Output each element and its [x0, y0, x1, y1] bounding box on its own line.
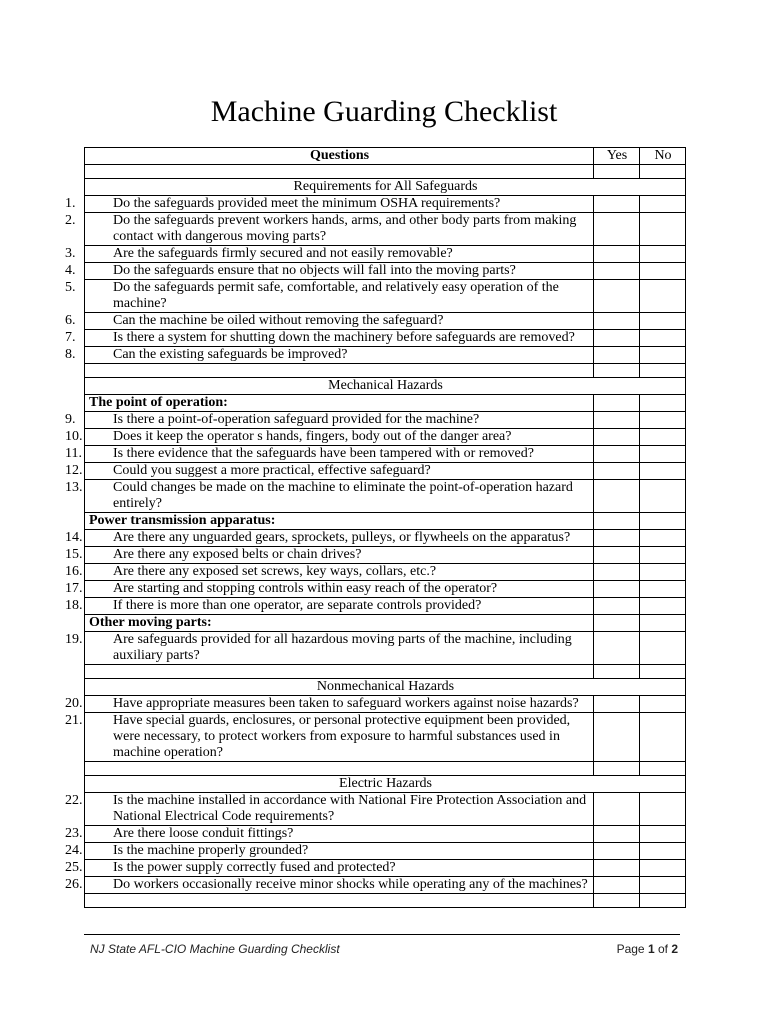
spacer-cell: [640, 762, 686, 776]
subheading-row: [85, 615, 686, 632]
yes-checkbox-cell[interactable]: [594, 196, 640, 213]
question-number: 19.: [65, 632, 83, 647]
checklist-table: [65, 147, 686, 908]
question-number: 3.: [65, 246, 76, 261]
no-checkbox-cell[interactable]: [640, 793, 686, 826]
column-header-no: No: [640, 148, 686, 165]
question-row: [85, 213, 686, 246]
page-total: 2: [671, 942, 678, 956]
question-cell: [65, 246, 594, 263]
question-wrap: [65, 429, 590, 445]
question-row: [85, 826, 686, 843]
question-cell: [65, 843, 594, 860]
question-number: 25.: [65, 860, 83, 875]
section-heading-row: [85, 179, 686, 196]
no-checkbox-cell[interactable]: [640, 713, 686, 762]
question-wrap: [65, 480, 590, 512]
no-checkbox-cell[interactable]: [640, 463, 686, 480]
yes-checkbox-cell[interactable]: [594, 480, 640, 513]
footer-divider: [84, 934, 680, 935]
section-heading-row: [85, 378, 686, 395]
question-row: [85, 713, 686, 762]
question-text: Do the safeguards prevent workers hands, arms, and other body parts from making contact with dangerous moving parts?: [113, 213, 577, 244]
yes-checkbox-cell[interactable]: [594, 347, 640, 364]
subheading: Other moving parts:: [85, 615, 594, 632]
question-wrap: [65, 530, 590, 546]
question-wrap: [65, 632, 590, 664]
question-row: [85, 463, 686, 480]
spacer-cell: [594, 894, 640, 908]
section-heading: Electric Hazards: [85, 776, 686, 793]
question-row: [85, 860, 686, 877]
question-wrap: [65, 598, 590, 614]
question-wrap: [65, 713, 590, 761]
question-wrap: [65, 263, 590, 279]
yes-checkbox-cell[interactable]: [594, 446, 640, 463]
spacer-cell: [85, 364, 594, 378]
yes-checkbox-cell[interactable]: [594, 330, 640, 347]
no-checkbox-cell[interactable]: [640, 347, 686, 364]
question-cell: [65, 547, 594, 564]
no-checkbox-cell[interactable]: [640, 598, 686, 615]
footer-page-number: [617, 942, 678, 956]
question-cell: [65, 826, 594, 843]
spacer-row: [85, 364, 686, 378]
question-wrap: [65, 547, 590, 563]
question-wrap: [65, 330, 590, 346]
question-wrap: [65, 412, 590, 428]
yes-cell[interactable]: [594, 395, 640, 412]
question-number: 18.: [65, 598, 83, 613]
question-row: [85, 313, 686, 330]
yes-checkbox-cell[interactable]: [594, 547, 640, 564]
question-cell: [65, 598, 594, 615]
no-checkbox-cell[interactable]: [640, 196, 686, 213]
question-row: [85, 347, 686, 364]
question-cell: [65, 429, 594, 446]
no-checkbox-cell[interactable]: [640, 696, 686, 713]
yes-checkbox-cell[interactable]: [594, 564, 640, 581]
no-checkbox-cell[interactable]: [640, 860, 686, 877]
question-text: Is the power supply correctly fused and protected?: [113, 860, 396, 875]
page-of-label: of: [654, 942, 672, 956]
question-cell: [65, 713, 594, 762]
question-row: [85, 412, 686, 429]
question-text: Is there evidence that the safeguards have been tampered with or removed?: [113, 446, 534, 461]
document-title: Machine Guarding Checklist: [210, 95, 558, 128]
yes-cell[interactable]: [594, 513, 640, 530]
question-row: [85, 330, 686, 347]
question-row: [85, 843, 686, 860]
question-text: Have special guards, enclosures, or personal protective equipment been provided, were necessary, to protect workers from exposure to harmful substances used in machine operation?: [113, 713, 571, 760]
question-text: Have appropriate measures been taken to safeguard workers against noise hazards?: [113, 696, 579, 711]
question-number: 4.: [65, 263, 76, 278]
spacer-cell: [640, 665, 686, 679]
question-wrap: [65, 696, 590, 712]
question-wrap: [65, 446, 590, 462]
footer-document-name: NJ State AFL-CIO Machine Guarding Checklist: [90, 942, 340, 956]
question-cell: [65, 632, 594, 665]
question-wrap: [65, 196, 590, 212]
question-text: Are there any unguarded gears, sprockets, pulleys, or flywheels on the apparatus?: [113, 530, 571, 545]
question-text: Are there any exposed belts or chain drives?: [113, 547, 362, 562]
question-row: [85, 196, 686, 213]
question-number: 13.: [65, 480, 83, 495]
question-cell: [65, 347, 594, 364]
no-checkbox-cell[interactable]: [640, 877, 686, 894]
yes-checkbox-cell[interactable]: [594, 313, 640, 330]
question-number: 5.: [65, 280, 76, 295]
no-checkbox-cell[interactable]: [640, 280, 686, 313]
subheading-row: [85, 395, 686, 412]
question-cell: [65, 446, 594, 463]
section-heading-row: [85, 679, 686, 696]
question-text: If there is more than one operator, are separate controls provided?: [113, 598, 482, 613]
yes-checkbox-cell[interactable]: [594, 263, 640, 280]
no-checkbox-cell[interactable]: [640, 826, 686, 843]
yes-checkbox-cell[interactable]: [594, 696, 640, 713]
spacer-cell: [594, 165, 640, 179]
question-row: [85, 246, 686, 263]
no-checkbox-cell[interactable]: [640, 263, 686, 280]
question-wrap: [65, 313, 590, 329]
yes-checkbox-cell[interactable]: [594, 581, 640, 598]
question-number: 7.: [65, 330, 76, 345]
question-text: Are starting and stopping controls within easy reach of the operator?: [113, 581, 498, 596]
question-text: Is there a system for shutting down the machinery before safeguards are removed?: [113, 330, 575, 345]
question-wrap: [65, 843, 590, 859]
question-number: 11.: [65, 446, 82, 461]
yes-checkbox-cell[interactable]: [594, 429, 640, 446]
spacer-cell: [594, 364, 640, 378]
no-checkbox-cell[interactable]: [640, 530, 686, 547]
yes-checkbox-cell[interactable]: [594, 463, 640, 480]
question-cell: [65, 280, 594, 313]
question-cell: [65, 877, 594, 894]
question-row: [85, 429, 686, 446]
question-text: Could you suggest a more practical, effective safeguard?: [113, 463, 431, 478]
spacer-cell: [640, 894, 686, 908]
question-text: Is there a point-of-operation safeguard provided for the machine?: [113, 412, 480, 427]
question-wrap: [65, 793, 590, 825]
section-heading: Nonmechanical Hazards: [85, 679, 686, 696]
yes-checkbox-cell[interactable]: [594, 793, 640, 826]
yes-checkbox-cell[interactable]: [594, 530, 640, 547]
question-number: 24.: [65, 843, 83, 858]
subheading: Power transmission apparatus:: [85, 513, 594, 530]
table-header-row: [85, 148, 686, 165]
question-wrap: [65, 564, 590, 580]
question-text: Do workers occasionally receive minor shocks while operating any of the machines?: [113, 877, 588, 892]
question-wrap: [65, 463, 590, 479]
question-cell: [65, 313, 594, 330]
question-cell: [65, 564, 594, 581]
no-cell[interactable]: [640, 513, 686, 530]
question-text: Are safeguards provided for all hazardous moving parts of the machine, including auxiliary parts?: [113, 632, 572, 663]
section-heading-row: [85, 776, 686, 793]
yes-checkbox-cell[interactable]: [594, 632, 640, 665]
no-checkbox-cell[interactable]: [640, 213, 686, 246]
question-number: 1.: [65, 196, 76, 211]
spacer-cell: [594, 665, 640, 679]
question-text: Do the safeguards ensure that no objects will fall into the moving parts?: [113, 263, 516, 278]
question-text: Are the safeguards firmly secured and not easily removable?: [113, 246, 453, 261]
question-number: 22.: [65, 793, 83, 808]
yes-checkbox-cell[interactable]: [594, 412, 640, 429]
question-row: [85, 696, 686, 713]
no-checkbox-cell[interactable]: [640, 480, 686, 513]
no-checkbox-cell[interactable]: [640, 632, 686, 665]
question-number: 21.: [65, 713, 83, 728]
question-cell: [65, 412, 594, 429]
yes-checkbox-cell[interactable]: [594, 713, 640, 762]
subheading-row: [85, 513, 686, 530]
yes-checkbox-cell[interactable]: [594, 213, 640, 246]
question-row: [85, 598, 686, 615]
question-cell: [65, 530, 594, 547]
no-checkbox-cell[interactable]: [640, 843, 686, 860]
question-cell: [65, 463, 594, 480]
question-text: Does it keep the operator s hands, fingers, body out of the danger area?: [113, 429, 512, 444]
question-text: Do the safeguards provided meet the minimum OSHA requirements?: [113, 196, 501, 211]
question-cell: [65, 330, 594, 347]
question-cell: [65, 196, 594, 213]
question-number: 10.: [65, 429, 83, 444]
question-row: [85, 530, 686, 547]
column-header-yes: Yes: [594, 148, 640, 165]
yes-cell[interactable]: [594, 615, 640, 632]
yes-checkbox-cell[interactable]: [594, 843, 640, 860]
question-text: Is the machine installed in accordance with National Fire Protection Association and National Electrical Code requirements?: [113, 793, 587, 824]
spacer-cell: [85, 894, 594, 908]
subheading: The point of operation:: [85, 395, 594, 412]
question-cell: [65, 860, 594, 877]
question-cell: [65, 793, 594, 826]
question-row: [85, 280, 686, 313]
question-row: [85, 581, 686, 598]
question-number: 15.: [65, 547, 83, 562]
question-text: Are there any exposed set screws, key ways, collars, etc.?: [113, 564, 437, 579]
question-cell: [65, 696, 594, 713]
yes-checkbox-cell[interactable]: [594, 598, 640, 615]
question-cell: [65, 480, 594, 513]
spacer-cell: [594, 762, 640, 776]
question-row: [85, 547, 686, 564]
question-text: Do the safeguards permit safe, comfortable, and relatively easy operation of the machine?: [113, 280, 559, 311]
no-cell[interactable]: [640, 395, 686, 412]
no-checkbox-cell[interactable]: [640, 564, 686, 581]
checklist-body: [65, 148, 686, 908]
question-row: [85, 480, 686, 513]
question-wrap: [65, 860, 590, 876]
no-checkbox-cell[interactable]: [640, 330, 686, 347]
spacer-row: [85, 165, 686, 179]
question-number: 26.: [65, 877, 83, 892]
question-wrap: [65, 877, 590, 893]
question-row: [85, 793, 686, 826]
spacer-cell: [640, 364, 686, 378]
no-checkbox-cell[interactable]: [640, 446, 686, 463]
question-row: [85, 877, 686, 894]
question-number: 9.: [65, 412, 76, 427]
page-current: 1: [647, 942, 655, 956]
question-row: [85, 446, 686, 463]
question-text: Is the machine properly grounded?: [113, 843, 309, 858]
no-cell[interactable]: [640, 615, 686, 632]
spacer-cell: [85, 665, 594, 679]
section-heading: Requirements for All Safeguards: [85, 179, 686, 196]
column-header-questions: Questions: [85, 148, 594, 165]
spacer-cell: [85, 165, 594, 179]
spacer-row: [85, 894, 686, 908]
page-label: Page: [616, 942, 648, 956]
spacer-cell: [85, 762, 594, 776]
question-number: 2.: [65, 213, 76, 228]
spacer-row: [85, 762, 686, 776]
no-checkbox-cell[interactable]: [640, 412, 686, 429]
question-number: 17.: [65, 581, 83, 596]
question-text: Could changes be made on the machine to eliminate the point-of-operation hazard entirely?: [113, 480, 573, 511]
question-number: 14.: [65, 530, 83, 545]
yes-checkbox-cell[interactable]: [594, 826, 640, 843]
no-checkbox-cell[interactable]: [640, 547, 686, 564]
yes-checkbox-cell[interactable]: [594, 860, 640, 877]
question-number: 20.: [65, 696, 83, 711]
question-wrap: [65, 347, 590, 363]
question-number: 12.: [65, 463, 83, 478]
question-number: 23.: [65, 826, 83, 841]
yes-checkbox-cell[interactable]: [594, 877, 640, 894]
no-checkbox-cell[interactable]: [640, 581, 686, 598]
yes-checkbox-cell[interactable]: [594, 280, 640, 313]
question-text: Can the machine be oiled without removing the safeguard?: [113, 313, 444, 328]
question-wrap: [65, 826, 590, 842]
question-wrap: [65, 246, 590, 262]
yes-checkbox-cell[interactable]: [594, 246, 640, 263]
question-cell: [65, 213, 594, 246]
spacer-row: [85, 665, 686, 679]
question-row: [85, 263, 686, 280]
no-checkbox-cell[interactable]: [640, 313, 686, 330]
section-heading: Mechanical Hazards: [85, 378, 686, 395]
question-cell: [65, 581, 594, 598]
question-row: [85, 564, 686, 581]
question-number: 6.: [65, 313, 76, 328]
question-cell: [65, 263, 594, 280]
question-number: 16.: [65, 564, 83, 579]
spacer-cell: [640, 165, 686, 179]
no-checkbox-cell[interactable]: [640, 429, 686, 446]
question-row: [85, 632, 686, 665]
question-wrap: [65, 213, 590, 245]
question-text: Can the existing safeguards be improved?: [113, 347, 348, 362]
question-wrap: [65, 581, 590, 597]
question-text: Are there loose conduit fittings?: [113, 826, 294, 841]
question-wrap: [65, 280, 590, 312]
no-checkbox-cell[interactable]: [640, 246, 686, 263]
question-number: 8.: [65, 347, 76, 362]
